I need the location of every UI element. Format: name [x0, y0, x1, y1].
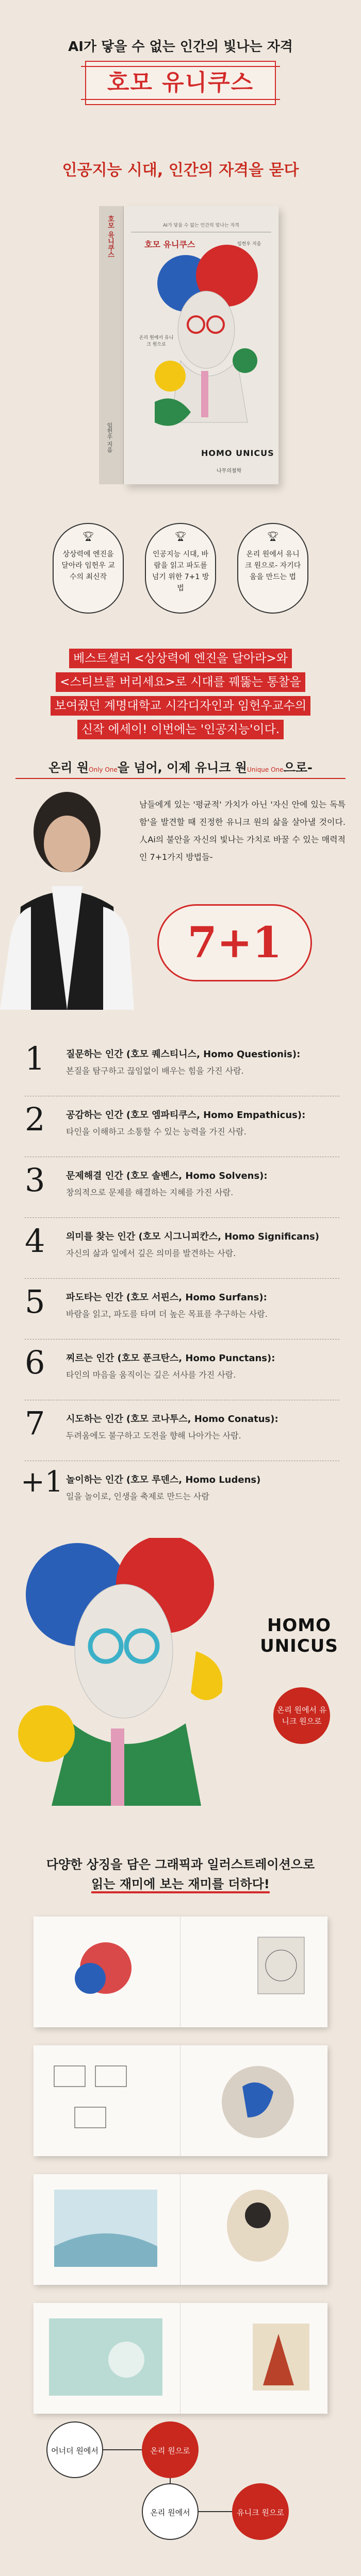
item-number: 5 [25, 1283, 45, 1320]
homo-unicus-title: HOMO UNICUS [260, 1615, 338, 1656]
feature-bubbles [0, 523, 361, 621]
cover-note: 온리 원에서 유니크 원으로 [139, 335, 174, 347]
spine-author: 임헌우 지음 [106, 422, 113, 453]
feature-text: 상상력에 엔진을 달아라 임헌우 교수의 최신작 [61, 550, 115, 581]
homo-unicus-badge [242, 1615, 356, 1785]
spread-page [34, 2174, 180, 2285]
list-item [25, 1036, 339, 1096]
item-title: 질문하는 인간 (호모 퀘스티니스, Homo Questionis): [66, 1049, 301, 1060]
item-number: 7 [25, 1404, 45, 1442]
feature-bubble [145, 523, 216, 614]
item-desc: 바람을 읽고, 파도를 타며 더 높은 목표를 추구하는 사람. [66, 1309, 268, 1319]
item-number: +1 [21, 1465, 63, 1499]
spread-page [34, 1917, 180, 2027]
list-item [25, 1218, 339, 1279]
highlight-line: <스티브를 버리세요>로 시대를 꿰뚫는 통찰을 [56, 672, 305, 692]
book-spread [34, 2303, 327, 2414]
list-item [25, 1157, 339, 1218]
feature-bubble [53, 523, 124, 614]
heading-underline [15, 778, 346, 779]
cover-small-line: AI가 닿을 수 없는 인간의 빛나는 자격 [163, 223, 239, 228]
only-pre: 온리 원 [48, 760, 89, 775]
header [0, 0, 361, 134]
spread-page [180, 1917, 327, 2027]
only-pre-en: Only One [89, 766, 118, 773]
item-title: 시도하는 인간 (호모 코나투스, Homo Conatus): [66, 1414, 278, 1425]
flow-node-from-only-one: 온리 원에서 [142, 2483, 199, 2540]
item-title: 찌르는 인간 (호모 푼크탄스, Homo Punctans): [66, 1353, 275, 1364]
only-one-heading [0, 757, 361, 775]
trophy-icon: 🏆︎ [267, 531, 279, 542]
flow-node-unique-one: 유니크 원으로 [232, 2483, 289, 2540]
author-description: 남들에게 있는 '평균적' 가치가 아닌 '자신 안에 있는 독특함'을 발견할 때 진정한 유니크 원의 삶을 살아낼 것이다. 人Ai의 불안을 자신의 빛나는 가치로 바꿀 수 있는 매력적인 7+1가지 방법들- [139, 800, 346, 862]
spread-page [34, 2045, 180, 2156]
item-title: 놀이하는 인간 (호모 루덴스, Homo Ludens) [66, 1475, 261, 1485]
item-desc: 타인을 이해하고 소통할 수 있는 능력을 가진 사람. [66, 1127, 247, 1137]
subhead: 인공지능 시대, 인간의 자격을 묻다 [62, 161, 299, 179]
item-title: 파도타는 인간 (호모 서핀스, Homo Surfans): [66, 1292, 267, 1303]
item-number: 6 [25, 1344, 45, 1381]
flow-node-only-one: 온리 원으로 [142, 2421, 199, 2478]
book-spread [34, 1917, 327, 2027]
list-item [25, 1340, 339, 1400]
item-title: 문제해결 인간 (호모 솔벤스, Homo Solvens): [66, 1171, 268, 1181]
feature-bubble [237, 523, 308, 614]
list-item [21, 1461, 339, 1522]
list-item [25, 1279, 339, 1340]
book-spine [99, 206, 124, 484]
spread-page [180, 2174, 327, 2285]
flow-diagram [0, 2421, 361, 2576]
item-title: 공감하는 인간 (호모 엠파티쿠스, Homo Empathicus): [66, 1110, 306, 1121]
author-photo [0, 783, 155, 1010]
only-post: 으로- [283, 760, 313, 775]
item-number: 3 [25, 1161, 45, 1199]
seven-plus-one-list [21, 1036, 339, 1522]
spread-page [180, 2303, 327, 2414]
illustration-heading [0, 1855, 361, 1894]
feature-text: 인공지능 시대, 바람을 읽고 파도를 넘기 위한 7+1 방법 [152, 550, 209, 592]
item-desc: 두려움에도 불구하고 도전을 향해 나아가는 사람. [66, 1431, 241, 1440]
only-mid: 을 넘어, 이제 유니크 원 [117, 760, 247, 775]
tagline: AI가 닿을 수 없는 인간의 빛나는 자격 [68, 39, 293, 55]
item-desc: 본질을 탐구하고 끊임없이 배우는 힘을 가진 사람. [66, 1066, 244, 1076]
spine-title: 호모 유니쿠스 [106, 215, 114, 258]
highlight-line: 신작 에세이! 이번에는 '인공지능'이다. [77, 720, 284, 739]
feature-text: 온리 원에서 유니크 원으로- 자기다움을 만드는 법 [244, 550, 301, 581]
homo-unicus-oval: 온리 원에서 유니크 원으로 [273, 1687, 330, 1744]
item-number: 4 [25, 1222, 45, 1260]
book-spread [34, 2045, 327, 2156]
item-desc: 타인의 마음을 움직이는 깊은 서사를 가진 사람. [66, 1370, 236, 1380]
item-desc: 창의적으로 문제를 해결하는 지혜를 가진 사람. [66, 1188, 234, 1197]
list-item [25, 1400, 339, 1461]
item-number: 1 [25, 1040, 45, 1077]
item-title: 의미를 찾는 인간 (호모 시그니피칸스, Homo Significans) [66, 1231, 319, 1242]
only-mid-en: Unique One [247, 766, 284, 773]
spread-page [180, 2045, 327, 2156]
highlight-line: 보여줬던 계명대학교 시각디자인과 임헌우교수의 [51, 696, 311, 716]
statue-illustration [0, 1538, 242, 1806]
book-title-banner: 호모 유니쿠스 [85, 61, 276, 105]
book-spread [34, 2174, 327, 2285]
trophy-icon: 🏆︎ [174, 531, 187, 542]
book-cover-image [0, 185, 361, 505]
publisher-logo: 나무의철학 [217, 468, 242, 474]
illustration-heading-line: 읽는 재미에 보는 재미를 더하다! [91, 1877, 270, 1893]
item-desc: 일을 놀이로, 인생을 축제로 만드는 사람 [66, 1492, 209, 1501]
cover-title: 호모 유니쿠스 [144, 240, 195, 249]
seven-plus-one-badge: 7+1 [157, 904, 312, 981]
flow-node-start: 어너더 원에서 [46, 2421, 103, 2478]
cover-logo: HOMO UNICUS [201, 448, 274, 458]
highlight-line: 베스트셀러 <상상력에 엔진을 달아라>와 [69, 649, 292, 668]
item-desc: 자신의 삶과 일에서 깊은 의미를 발견하는 사람. [66, 1248, 236, 1258]
list-item [25, 1096, 339, 1157]
spread-page [34, 2303, 180, 2414]
cover-author: 임헌우 지음 [237, 242, 261, 247]
illustration-heading-line: 다양한 상징을 담은 그래픽과 일러스트레이션으로 [46, 1857, 315, 1872]
book-spreads [34, 1917, 327, 2432]
item-number: 2 [25, 1100, 45, 1138]
statue-illustration-section [0, 1538, 361, 1806]
trophy-icon: 🏆︎ [82, 531, 94, 542]
book-front [124, 206, 278, 484]
highlight-paragraph [0, 647, 361, 741]
